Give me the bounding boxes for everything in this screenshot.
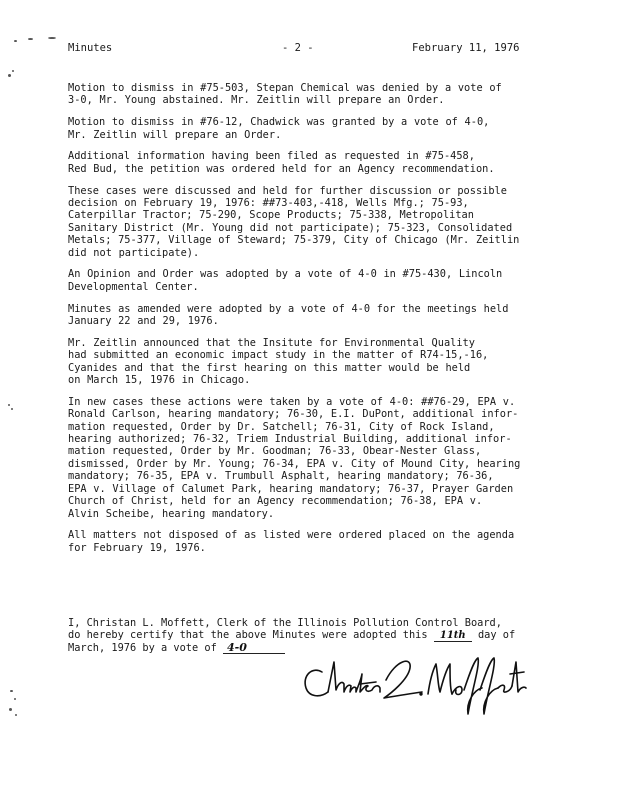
paragraph-agenda: All matters not disposed of as listed were ordered placed on the agenda for February 19, 1976. — [68, 529, 515, 554]
scan-speck — [12, 70, 14, 72]
paragraph-red-bud: Additional information having been filed as requested in #75-458, Red Bud, the petition was ordered held for an Agency recommendation. — [68, 150, 495, 175]
scan-speck — [8, 404, 10, 406]
certification-line-3-start: March, 1976 by a vote of — [68, 642, 217, 655]
scan-speck — [28, 38, 33, 40]
certification-line-2-start: do hereby certify that the above Minutes were adopted this — [68, 629, 428, 642]
paragraph-chadwick: Motion to dismiss in #76-12, Chadwick was granted by a vote of 4-0, Mr. Zeitlin will prepare an Order. — [68, 116, 490, 141]
page-header — [68, 42, 548, 56]
paragraph-minutes-adopted: Minutes as amended were adopted by a vote of 4-0 for the meetings held January 22 and 29, 1976. — [68, 302, 509, 328]
scan-speck — [9, 708, 12, 711]
certification-line-2-end: day of — [477, 629, 516, 642]
header-title: Minutes — [68, 42, 113, 54]
minutes-body — [68, 82, 588, 564]
clerk-signature — [300, 650, 530, 718]
paragraph-stepan-chemical: Motion to dismiss in #75-503, Stepan Chemical was denied by a vote of 3-0, Mr. Young abstained. Mr. Zeitlin will prepare an Order. — [68, 82, 502, 107]
certification-line-2 — [68, 629, 588, 642]
certification-line-1: I, Christan L. Moffett, Clerk of the Illinois Pollution Control Board, — [68, 617, 502, 629]
scan-speck — [14, 698, 16, 700]
page-number: - 2 - — [282, 42, 314, 54]
paragraph-held-cases: These cases were discussed and held for further discussion or possible decision on February 19, 1976: ##73-403,-418, Wells Mfg.; 75-93, Caterpillar Tractor; 75-290, Scope Products; 75-338, Metropolitan Sanitary District (Mr. Young did not participate); 75-323, Consolidated Metals; 75-377, Village of Steward; 75-379, City of Chicago (Mr. Zeitlin did not participate). — [68, 184, 520, 259]
scan-speck — [8, 74, 11, 77]
signature-graphic — [300, 650, 530, 718]
handwritten-vote: 4-0 — [223, 642, 285, 654]
paragraph-new-cases: In new cases these actions were taken by a vote of 4-0: ##76-29, EPA v. Ronald Carlson, hearing mandatory; 76-30, E.I. DuPont, additional infor- mation requested, Order by Dr. Satchell; 76-31, City of Rock Island, hearing authorized; 76-32, Triem Industrial Building, additional infor- mation requested, Order by Mr. Goodman; 76-33, Obear-Nester Glass, dismissed, Order by Mr. Young; 76-34, EPA v. City of Mound City, hearing mandatory; 76-35, EPA v. Trumbull Asphalt, hearing mandatory; 76-36, EPA v. Village of Calumet Park, hearing mandatory; 76-37, Prayer Garden Church of Christ, held for an Agency recommendation; 76-38, EPA v. Alvin Scheibe, hearing mandatory. — [68, 395, 521, 520]
header-date: February 11, 1976 — [412, 42, 520, 54]
scan-speck — [48, 37, 56, 39]
handwritten-day: 11th — [434, 630, 472, 642]
scan-speck — [14, 40, 17, 42]
paragraph-lincoln-center: An Opinion and Order was adopted by a vote of 4-0 in #75-430, Lincoln Developmental Center. — [68, 268, 503, 293]
scan-speck — [10, 690, 13, 692]
paragraph-impact-study: Mr. Zeitlin announced that the Insitute for Environmental Quality had submitted an economic impact study in the matter of R74-15,-16, Cyanides and that the first hearing on this matter would be held on March 15, 1976 in Chicago. — [68, 336, 489, 387]
scan-speck — [11, 408, 13, 410]
scan-speck — [15, 714, 17, 716]
